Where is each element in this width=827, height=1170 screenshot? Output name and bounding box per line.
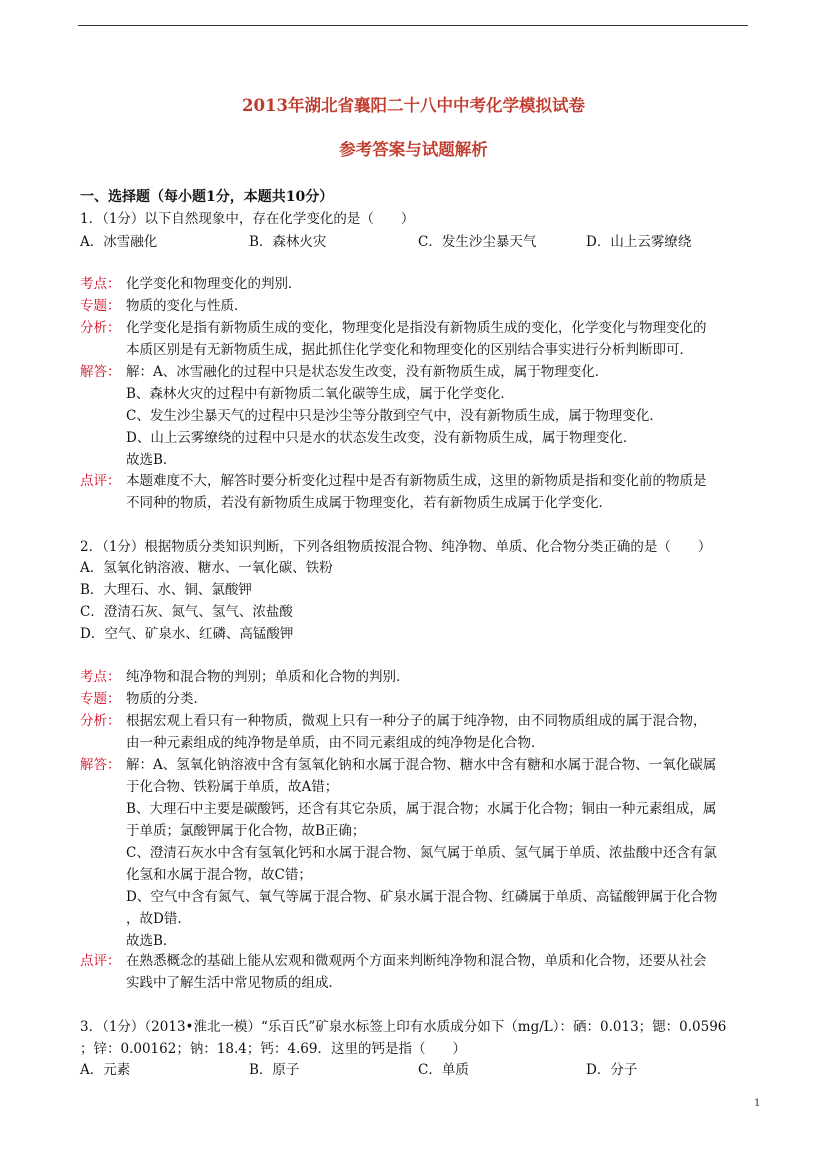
q2-zhuanti: 物质的分类． bbox=[126, 691, 207, 707]
q1-fenxi: 化学变化是指有新物质生成的变化，物理变化是指没有新物质生成的变化，化学变化与物理变化的 本质区别是有无新物质生成，据此抓住化学变化和物理变化的区别结合事实进行分析判断即可． bbox=[126, 320, 707, 358]
q2-dianping-label: 点评： bbox=[80, 953, 121, 969]
q2-option-d: D．空气、矿泉水、红磷、高锰酸钾 bbox=[80, 626, 294, 642]
q1-jieda-label: 解答： bbox=[80, 364, 121, 380]
q3-stem-line1: 3．（1分）（2013•淮北一模）“乐百氏”矿泉水标签上印有水质成分如下（mg/L）：硒：0.013；锶：0.0596 bbox=[80, 1019, 727, 1035]
q3-option-c: C．单质 bbox=[418, 1062, 469, 1078]
q2-zhuanti-label: 专题： bbox=[80, 691, 121, 707]
q1-zhuanti-label: 专题： bbox=[80, 298, 121, 314]
q1-stem: 1．（1分）以下自然现象中，存在化学变化的是（ ） bbox=[80, 211, 415, 227]
q2-option-b: B．大理石、水、铜、氯酸钾 bbox=[80, 582, 252, 598]
q1-dianping: 本题难度不大，解答时要分析变化过程中是否有新物质生成，这里的新物质是指和变化前的物质是 不同种的物质，若没有新物质生成属于物理变化，若有新物质生成属于化学变化． bbox=[126, 473, 707, 511]
header-rule bbox=[78, 25, 748, 26]
q1-zhuanti: 物质的变化与性质． bbox=[126, 298, 248, 314]
q1-dianping-label: 点评： bbox=[80, 473, 121, 489]
q3-stem-line2: ；锌：0.00162；钠：18.4；钙：4.69．这里的钙是指（ ） bbox=[80, 1041, 466, 1057]
q1-option-a: A．冰雪融化 bbox=[80, 234, 158, 250]
q1-fenxi-label: 分析： bbox=[80, 320, 121, 336]
q1-kaodian: 化学变化和物理变化的判别． bbox=[126, 276, 302, 292]
q2-dianping: 在熟悉概念的基础上能从宏观和微观两个方面来判断纯净物和混合物，单质和化合物，还要从社会 实践中了解生活中常见物质的组成． bbox=[126, 953, 707, 991]
q1-kaodian-label: 考点： bbox=[80, 276, 121, 292]
q1-option-d: D．山上云雾缭绕 bbox=[586, 234, 692, 250]
q3-option-d: D．分子 bbox=[586, 1062, 638, 1078]
q3-option-a: A．元素 bbox=[80, 1062, 131, 1078]
q2-jieda: 解：A、氢氧化钠溶液中含有氢氧化钠和水属于混合物、糖水中含有糖和水属于混合物、一氧化碳属 于化合物、铁粉属于单质，故A错； B、大理石中主要是碳酸钙，还含有其它杂质，属于混合物；水属于化合物；铜由一种元素组成，属 于单质；氯酸钾属于化合物，故B正确； C、澄清石灰水中含有氢氧化钙和水属于混合物、氮气属于单质、氢气属于单质、浓盐酸中还含有氯 化氢和水属于混合物，故C错； D、空气中含有氮气、氧气等属于混合物、矿泉水属于混合物、红磷属于单质、高锰酸钾属于化合物 ，故D错． 故选B． bbox=[126, 757, 718, 949]
q2-kaodian: 纯净物和混合物的判别；单质和化合物的判别． bbox=[126, 669, 410, 685]
page-title: 2013年湖北省襄阳二十八中中考化学模拟试卷 bbox=[242, 96, 585, 115]
section-heading: 一、选择题（每小题1分，本题共10分） bbox=[80, 189, 334, 205]
q2-option-c: C．澄清石灰、氮气、氢气、浓盐酸 bbox=[80, 604, 293, 620]
q2-jieda-label: 解答： bbox=[80, 757, 121, 773]
q2-stem: 2．（1分）根据物质分类知识判断，下列各组物质按混合物、纯净物、单质、化合物分类正确的是（ ） bbox=[80, 539, 712, 555]
q1-option-c: C．发生沙尘暴天气 bbox=[418, 234, 537, 250]
q2-option-a: A．氢氧化钠溶液、糖水、一氧化碳、铁粉 bbox=[80, 560, 333, 576]
q2-fenxi-label: 分析： bbox=[80, 713, 121, 729]
q2-fenxi: 根据宏观上看只有一种物质，微观上只有一种分子的属于纯净物，由不同物质组成的属于混合物， 由一种元素组成的纯净物是单质，由不同元素组成的纯净物是化合物． bbox=[126, 713, 707, 751]
q1-jieda: 解：A、冰雪融化的过程中只是状态发生改变，没有新物质生成，属于物理变化． B、森林火灾的过程中有新物质二氧化碳等生成，属于化学变化． C、发生沙尘暴天气的过程中只是沙尘等分散到空气中，没有新物质生成，属于物理变化． D、山上云雾缭绕的过程中只是水的状态发生改变，没有新物质生成，属于物理变化． 故选B． bbox=[126, 364, 663, 468]
q1-option-b: B．森林火灾 bbox=[249, 234, 327, 250]
page-subtitle: 参考答案与试题解析 bbox=[339, 140, 488, 159]
q2-kaodian-label: 考点： bbox=[80, 669, 121, 685]
q3-option-b: B．原子 bbox=[249, 1062, 300, 1078]
page-number: 1 bbox=[754, 1098, 761, 1109]
